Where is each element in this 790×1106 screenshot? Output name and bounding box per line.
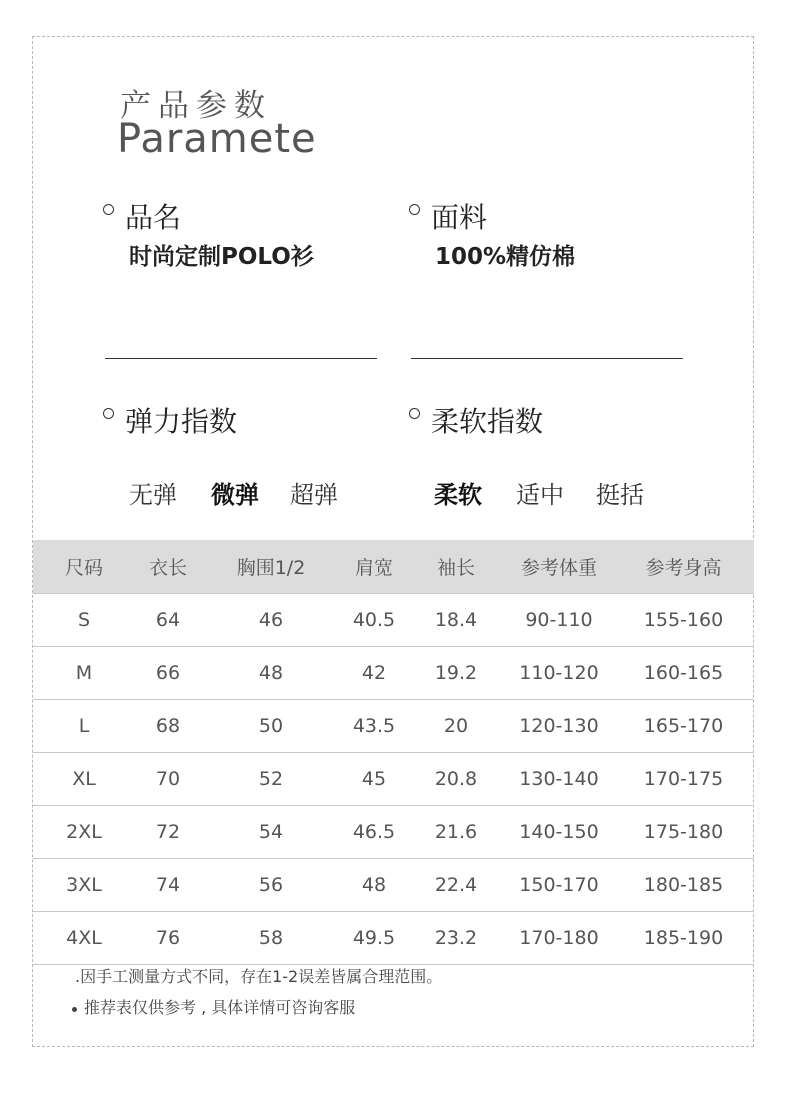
table-cell: 130-140 (505, 753, 613, 806)
table-row (33, 700, 754, 753)
section-title-en: Paramete (117, 116, 317, 162)
table-cell: 155-160 (613, 594, 754, 647)
bullet-circle-icon (409, 204, 420, 215)
table-cell: L (33, 700, 135, 753)
bullet-circle-icon (409, 408, 420, 419)
table-cell: 185-190 (613, 912, 754, 965)
product-name-value: 时尚定制POLO衫 (129, 244, 314, 270)
table-cell: 140-150 (505, 806, 613, 859)
header-size: 尺码 (33, 540, 135, 594)
table-row (33, 647, 754, 700)
table-cell: 52 (201, 753, 341, 806)
table-cell: 46 (201, 594, 341, 647)
table-cell: 22.4 (407, 859, 505, 912)
table-cell: 58 (201, 912, 341, 965)
table-cell: 3XL (33, 859, 135, 912)
table-cell: 180-185 (613, 859, 754, 912)
table-cell: 90-110 (505, 594, 613, 647)
softness-label: 柔软指数 (431, 405, 544, 438)
table-row (33, 859, 754, 912)
size-table (33, 540, 754, 965)
table-row (33, 806, 754, 859)
table-row (33, 753, 754, 806)
table-cell: 76 (135, 912, 201, 965)
table-cell: M (33, 647, 135, 700)
product-name-label: 品名 (125, 201, 182, 234)
table-cell: 68 (135, 700, 201, 753)
header-height: 参考身高 (613, 540, 754, 594)
table-cell: 50 (201, 700, 341, 753)
bullet-circle-icon (103, 204, 114, 215)
table-cell: 20.8 (407, 753, 505, 806)
softness-option-stiff: 挺括 (596, 481, 644, 509)
table-cell: 49.5 (341, 912, 407, 965)
table-cell: 54 (201, 806, 341, 859)
fabric-value: 100%精仿棉 (435, 244, 576, 270)
table-cell: 64 (135, 594, 201, 647)
table-cell: 72 (135, 806, 201, 859)
table-cell: XL (33, 753, 135, 806)
table-cell: 150-170 (505, 859, 613, 912)
table-cell: 42 (341, 647, 407, 700)
table-cell: 160-165 (613, 647, 754, 700)
elasticity-label: 弹力指数 (125, 405, 238, 438)
note-measurement: .因手工测量方式不同，存在1-2误差皆属合理范围。 (75, 967, 443, 986)
elasticity-option-super: 超弹 (290, 481, 338, 509)
table-cell: 56 (201, 859, 341, 912)
table-cell: 66 (135, 647, 201, 700)
table-cell: 74 (135, 859, 201, 912)
table-cell: 70 (135, 753, 201, 806)
fabric-label: 面料 (431, 201, 488, 234)
divider-right (411, 358, 683, 359)
table-cell: S (33, 594, 135, 647)
softness-option-soft: 柔软 (434, 481, 482, 509)
table-cell: 4XL (33, 912, 135, 965)
table-cell: 48 (341, 859, 407, 912)
table-cell: 20 (407, 700, 505, 753)
elasticity-option-none: 无弹 (129, 481, 177, 509)
table-cell: 175-180 (613, 806, 754, 859)
table-cell: 170-180 (505, 912, 613, 965)
header-shoulder: 肩宽 (341, 540, 407, 594)
bullet-dot-icon (72, 1007, 77, 1012)
table-row (33, 594, 754, 647)
table-cell: 21.6 (407, 806, 505, 859)
table-cell: 19.2 (407, 647, 505, 700)
note-reference: 推荐表仅供参考 , 具体详情可咨询客服 (84, 998, 356, 1017)
table-cell: 120-130 (505, 700, 613, 753)
table-cell: 2XL (33, 806, 135, 859)
table-row (33, 912, 754, 965)
elasticity-option-slight: 微弹 (211, 481, 259, 509)
table-cell: 43.5 (341, 700, 407, 753)
table-cell: 165-170 (613, 700, 754, 753)
softness-option-medium: 适中 (516, 481, 564, 509)
table-cell: 110-120 (505, 647, 613, 700)
table-cell: 40.5 (341, 594, 407, 647)
header-chest: 胸围1/2 (201, 540, 341, 594)
table-header-row (33, 540, 754, 594)
table-cell: 46.5 (341, 806, 407, 859)
section-title-cn: 产品参数 (120, 88, 272, 124)
table-cell: 23.2 (407, 912, 505, 965)
bullet-circle-icon (103, 408, 114, 419)
table-cell: 170-175 (613, 753, 754, 806)
table-cell: 48 (201, 647, 341, 700)
header-sleeve: 袖长 (407, 540, 505, 594)
header-length: 衣长 (135, 540, 201, 594)
table-cell: 18.4 (407, 594, 505, 647)
table-cell: 45 (341, 753, 407, 806)
header-weight: 参考体重 (505, 540, 613, 594)
divider-left (105, 358, 377, 359)
